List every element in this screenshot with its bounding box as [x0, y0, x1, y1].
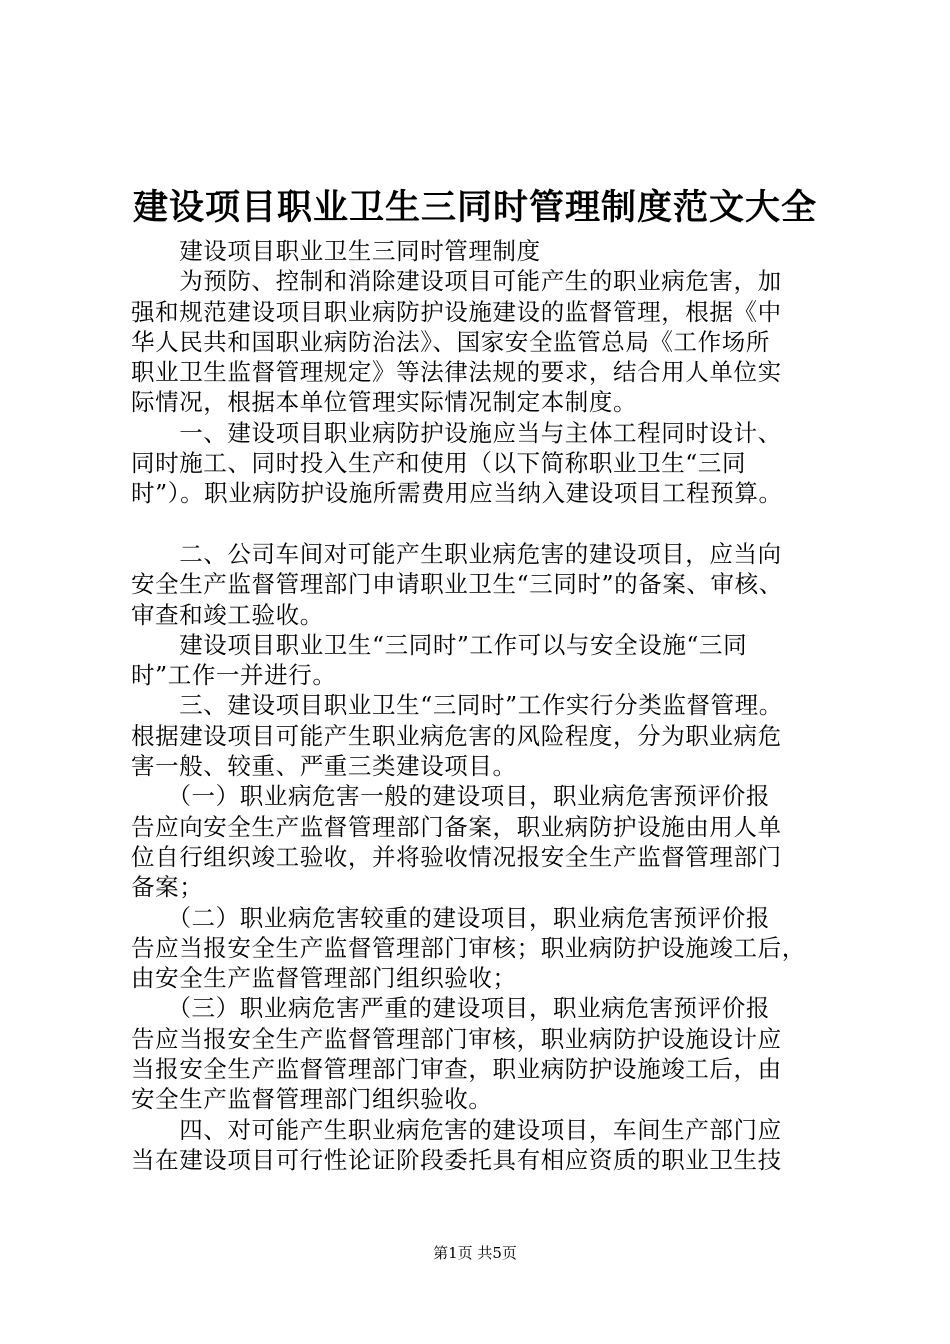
text-line: 害一般、较重、严重三类建设项目。: [131, 752, 517, 781]
document-body: [131, 236, 843, 1175]
text-line: 为预防、控制和消除建设项目可能产生的职业病危害，加: [131, 267, 782, 296]
text-line: 安全生产监督管理部门组织验收。: [131, 1085, 493, 1114]
text-line: 安全生产监督管理部门申请职业卫生“三同时”的备案、审核、: [131, 570, 783, 599]
text-line: 位自行组织竣工验收，并将验收情况报安全生产监督管理部门: [131, 842, 782, 871]
text-line: 审查和竣工验收。: [131, 600, 324, 629]
text-line: 根据建设项目可能产生职业病危害的风险程度，分为职业病危: [131, 721, 782, 750]
text-line: 当在建设项目可行性论证阶段委托具有相应资质的职业卫生技: [131, 1145, 782, 1174]
text-line: （二）职业病危害较重的建设项目，职业病危害预评价报: [131, 903, 770, 932]
text-line: 二、公司车间对可能产生职业病危害的建设项目，应当向: [131, 539, 782, 568]
text-line: 职业卫生监督管理规定》等法律法规的要求，结合用人单位实: [131, 358, 782, 387]
text-line: （三）职业病危害严重的建设项目，职业病危害预评价报: [131, 994, 770, 1023]
text-line: 四、对可能产生职业病危害的建设项目，车间生产部门应: [131, 1115, 782, 1144]
text-line: 时”）。职业病防护设施所需费用应当纳入建设项目工程预算。: [131, 479, 783, 508]
blank-line: [131, 509, 843, 539]
document-title: 建设项目职业卫生三同时管理制度范文大全: [132, 187, 817, 228]
text-line: 华人民共和国职业病防治法》、国家安全监管总局《工作场所: [131, 327, 770, 356]
text-line: 告应当报安全生产监督管理部门审核；职业病防护设施竣工后，: [131, 933, 806, 962]
text-line: 强和规范建设项目职业病防护设施建设的监督管理，根据《中: [131, 297, 782, 326]
text-line: 建设项目职业卫生三同时管理制度: [131, 237, 541, 265]
text-line: 告应当报安全生产监督管理部门审核，职业病防护设施设计应: [131, 1024, 782, 1053]
text-line: 际情况，根据本单位管理实际情况制定本制度。: [131, 388, 638, 417]
page-footer: 第1页 共5页: [433, 1244, 517, 1262]
text-line: 时”工作一并进行。: [131, 661, 337, 690]
text-line: 当报安全生产监督管理部门审查，职业病防护设施竣工后，由: [131, 1055, 782, 1084]
text-line: （一）职业病危害一般的建设项目，职业病危害预评价报: [131, 782, 770, 811]
text-line: 同时施工、同时投入生产和使用（以下简称职业卫生“三同: [131, 449, 747, 478]
text-line: 建设项目职业卫生“三同时”工作可以与安全设施“三同: [131, 630, 748, 659]
text-line: 三、建设项目职业卫生“三同时”工作实行分类监督管理。: [131, 691, 783, 720]
text-line: 由安全生产监督管理部门组织验收；: [131, 964, 517, 993]
text-line: 备案；: [131, 873, 204, 902]
text-line: 告应向安全生产监督管理部门备案，职业病防护设施由用人单: [131, 812, 782, 841]
text-line: 一、建设项目职业病防护设施应当与主体工程同时设计、: [131, 418, 782, 447]
